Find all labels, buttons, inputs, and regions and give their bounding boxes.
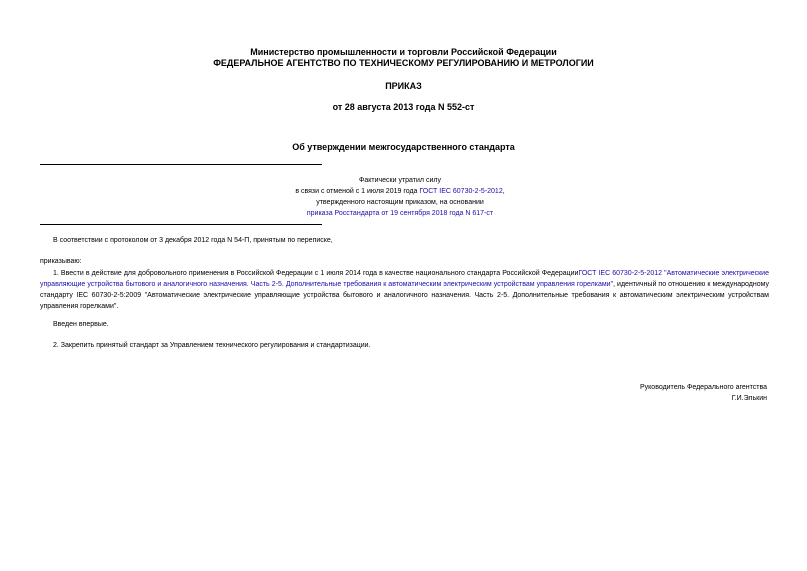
item-2-paragraph: 2. Закрепить принятый стандарт за Управлением технического регулирования и стандартизации. (53, 342, 371, 349)
status-note (200, 175, 600, 219)
intro-paragraph: В соответствии с протоколом от 3 декабря 2012 года N 54-П, принятым по переписке, (53, 237, 333, 244)
order-word: приказываю: (40, 258, 82, 265)
order-617-link[interactable]: приказа Росстандарта от 19 сентября 2018 года N 617-ст (306, 210, 494, 217)
document-title: Об утверждении межгосударственного стандарта (292, 142, 515, 152)
item-1-paragraph: 1. Ввести в действие для добровольного применения в Российской Федерации с 1 июля 2014 года в качестве национального стандарта Российской ФедерацииГОСТ IEC 60730-2-5-2012 "Автоматические электрические управляющие устройства бытового и аналогичного назначения. Часть 2-5. Дополнительные требования к автоматическим электрическим устройствам управления горелками", идентичный по отношению к международному стандарту IEC 60730-2-5:2009 "Автоматические электрические управляющие устройства бытового и аналогичного назначения. Часть 2-5. Дополнительные требования к автоматическим электрическим устройствам управления горелками". (40, 270, 770, 310)
introduced-note: Введен впервые. (53, 321, 109, 328)
agency-name: ФЕДЕРАЛЬНОЕ АГЕНТСТВО ПО ТЕХНИЧЕСКОМУ РЕГУЛИРОВАНИЮ И МЕТРОЛОГИИ (213, 58, 594, 68)
bottom-divider (40, 224, 322, 225)
top-divider (40, 164, 322, 165)
signature-block (640, 382, 767, 404)
status-note-line3: утвержденного настоящим приказом, на основании (316, 199, 484, 206)
ministry-name: Министерство промышленности и торговли Российской Федерации (250, 47, 557, 57)
gost-link[interactable]: ГОСТ IEC 60730-2-5-2012 (419, 188, 503, 195)
document-date-number: от 28 августа 2013 года N 552-ст (332, 102, 475, 112)
status-note-line2: в связи с отменой с 1 июля 2019 года ГОСТ IEC 60730-2-5-2012, (295, 188, 505, 195)
document-type: ПРИКАЗ (385, 81, 422, 91)
signatory-position: Руководитель Федерального агентства (639, 384, 767, 391)
signatory-name: Г.И.Элькин (731, 395, 767, 402)
gost-standard-link[interactable]: ГОСТ IEC 60730-2-5-2012 "Автоматические электрические управляющие устройства бытового и аналогичного назначения. Часть 2-5. Дополнительные требования к автоматическим электрическим устройствам управления горелками" (40, 270, 769, 288)
status-note-line1: Фактически утратил силу (359, 177, 441, 184)
